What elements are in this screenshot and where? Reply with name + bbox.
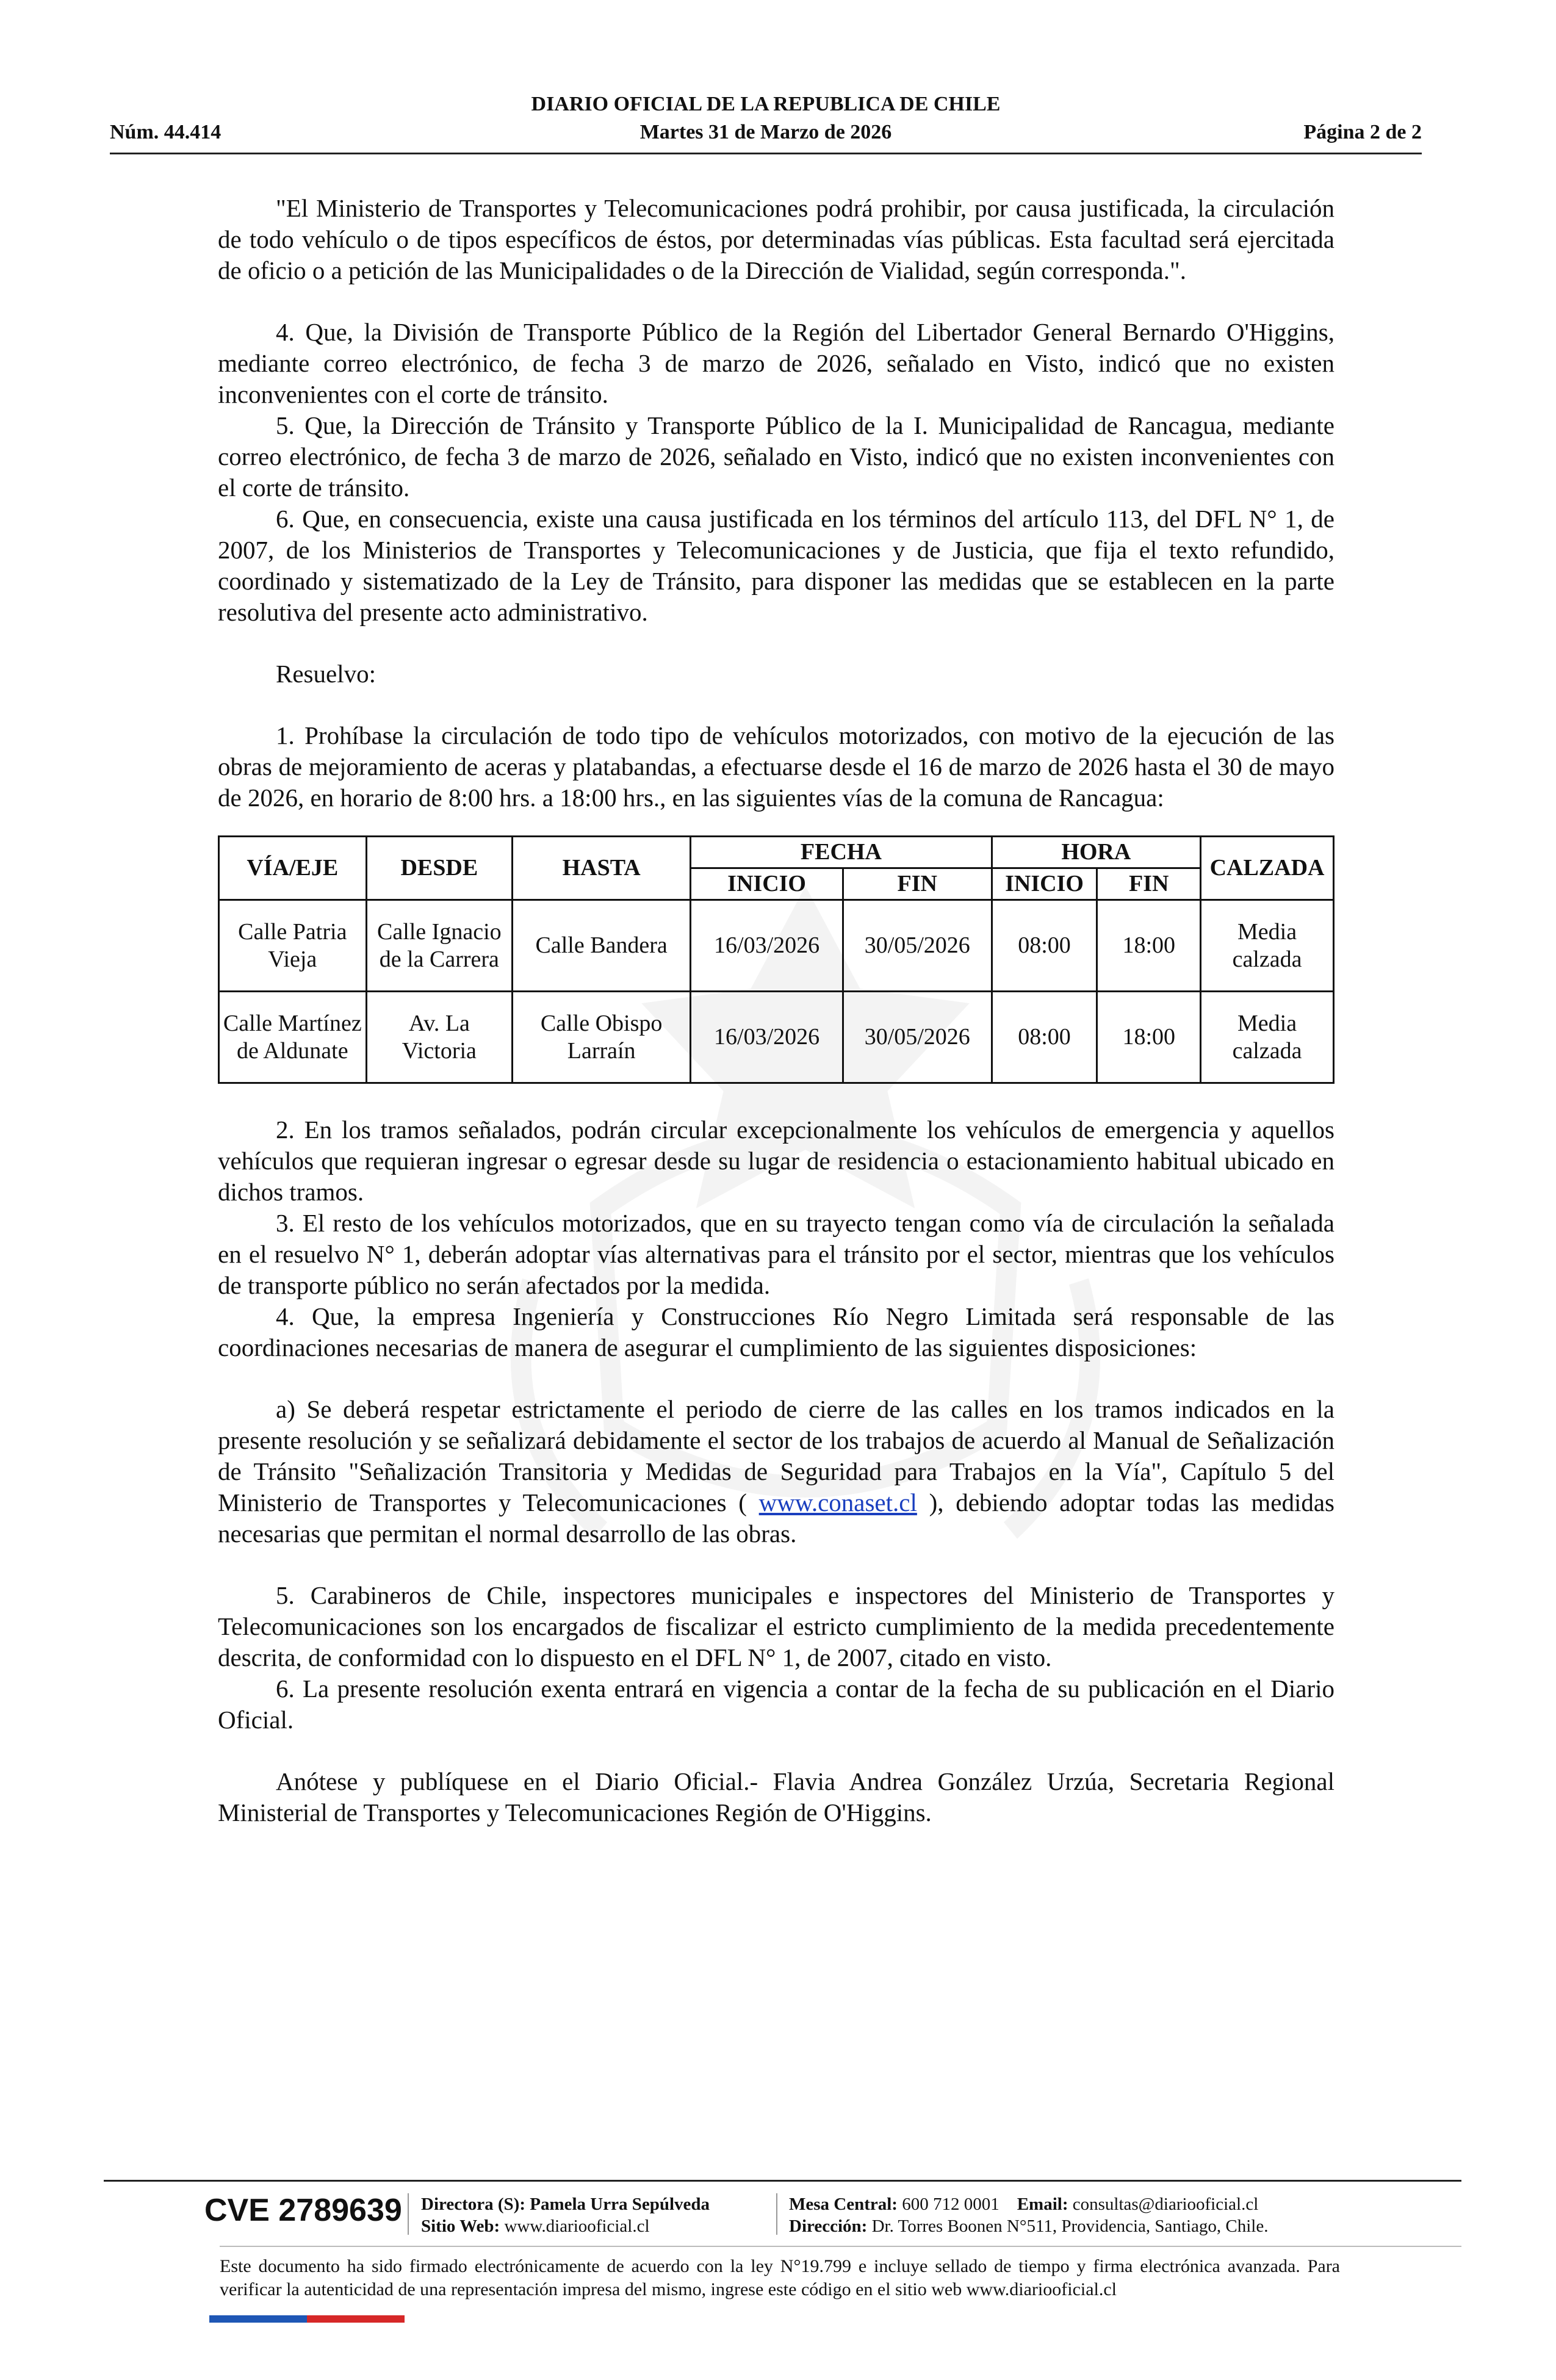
mesa-value: 600 712 0001 [902, 2194, 1000, 2214]
cell-hora-fin: 18:00 [1097, 900, 1201, 992]
cell-hasta: Calle Bandera [513, 900, 691, 992]
considerando-4: 4. Que, la División de Transporte Público de la Región del Libertador General Bernardo O'Higgins, mediante correo electrónico, de fecha 3 de marzo de 2026, señalado en Visto, indicó que no existen inconvenientes con el corte de tránsito. [218, 318, 1334, 408]
resuelvo-5: 5. Carabineros de Chile, inspectores municipales e inspectores del Ministerio de Transportes y Telecomunicaciones son los encargados de fiscalizar el estricto cumplimiento de la medida precedentemente descrita, de conformidad con lo dispuesto en el DFL N° 1, de 2007, citado en visto. [218, 1581, 1334, 1671]
issue-number: Núm. 44.414 [110, 121, 222, 143]
table-row [219, 992, 1334, 1083]
col-header-fecha-fin: FIN [843, 868, 992, 900]
considerando-6: 6. Que, en consecuencia, existe una causa justificada en los términos del artículo 113, del DFL N° 1, de 2007, de los Ministerios de Transportes y Telecomunicaciones y de Justicia, que fija el texto refundido, coordinado y sistematizado de la Ley de Tránsito, para disponer las medidas que se establecen en la parte resolutiva del presente acto administrativo. [218, 505, 1334, 626]
col-header-desde: DESDE [366, 837, 512, 900]
col-header-hora: HORA [992, 837, 1200, 868]
resuelvo-3: 3. El resto de los vehículos motorizados, que en su trayecto tengan como vía de circulación la señalada en el resuelvo N° 1, deberán adoptar vías alternativas para el tránsito por el sector, mientras que los vehículos de transporte público no serán afectados por la medida. [218, 1209, 1334, 1299]
disposicion-a-text-end: ), debiendo adoptar todas las medidas necesarias que permitan el normal desarrollo de las obras. [218, 1488, 1335, 1548]
sitio-label: Sitio Web: [421, 2216, 500, 2236]
col-header-hora-fin: FIN [1097, 868, 1201, 900]
footer-contact-left [421, 2193, 710, 2237]
cve-code: CVE 2789639 [204, 2193, 402, 2228]
page-indicator: Página 2 de 2 [1303, 121, 1422, 143]
cell-hora-inicio: 08:00 [992, 900, 1097, 992]
directora-name: Pamela Urra Sepúlveda [530, 2194, 710, 2214]
sitio-value[interactable]: www.diariooficial.cl [504, 2216, 650, 2236]
footer-contact-right [789, 2193, 1268, 2237]
closure-table [218, 835, 1334, 1084]
cell-calzada: Media calzada [1201, 900, 1334, 992]
resuelvo-4: 4. Que, la empresa Ingeniería y Construcciones Río Negro Limitada será responsable de las coordinaciones necesarias de manera de asegurar el cumplimiento de las siguientes disposiciones: [218, 1302, 1334, 1361]
disposicion-a [218, 1394, 1334, 1549]
directora-label: Directora (S): [421, 2194, 525, 2214]
cell-desde: Av. La Victoria [366, 992, 512, 1083]
cell-calzada: Media calzada [1201, 992, 1334, 1083]
footer-divider-secondary [220, 2246, 1461, 2247]
cell-hora-fin: 18:00 [1097, 992, 1201, 1083]
col-header-calzada: CALZADA [1201, 837, 1334, 900]
conaset-link[interactable]: www.conaset.cl [758, 1488, 917, 1516]
flag-stripe-blue [209, 2315, 307, 2323]
cell-via: Calle Patria Vieja [219, 900, 367, 992]
flag-stripe-red [307, 2315, 405, 2323]
footer-divider [104, 2180, 1461, 2182]
footer-separator [776, 2193, 777, 2235]
resuelvo-heading: Resuelvo: [276, 660, 376, 688]
cell-hasta: Calle Obispo Larraín [513, 992, 691, 1083]
cell-desde: Calle Ignacio de la Carrera [366, 900, 512, 992]
footer-separator [408, 2193, 409, 2235]
issue-date: Martes 31 de Marzo de 2026 [639, 121, 892, 143]
disposicion-a-text: a) Se deberá respetar estrictamente el periodo de cierre de las calles en los tramos indicados en la presente resolución y se señalizará debidamente el sector de los trabajos de acuerdo al Manual de Señalización de Tránsito "Señalización Transitoria y Medidas de Seguridad para Trabajos en la Vía", Capítulo 5 del Ministerio de Transportes y Telecomunicaciones ( [218, 1395, 1334, 1516]
cell-fecha-inicio: 16/03/2026 [691, 900, 843, 992]
resuelvo-6: 6. La presente resolución exenta entrará en vigencia a contar de la fecha de su publicación en el Diario Oficial. [218, 1675, 1334, 1734]
email-label: Email: [1017, 2194, 1068, 2214]
quoted-article: "El Ministerio de Transportes y Telecomunicaciones podrá prohibir, por causa justificada, la circulación de todo vehículo o de tipos específicos de éstos, por determinadas vías públicas. Esta facultad será ejercitada de oficio o a petición de las Municipalidades o de la Dirección de Vialidad, según corresponda.". [218, 194, 1334, 284]
header-divider [110, 153, 1422, 154]
publication-title: DIARIO OFICIAL DE LA REPUBLICA DE CHILE [531, 93, 1001, 115]
cell-via: Calle Martínez de Aldunate [219, 992, 367, 1083]
col-header-hasta: HASTA [513, 837, 691, 900]
resuelvo-1: 1. Prohíbase la circulación de todo tipo de vehículos motorizados, con motivo de la ejecución de las obras de mejoramiento de aceras y platabandas, a efectuarse desde el 16 de marzo de 2026 hasta el 30 de mayo de 2026, en horario de 8:00 hrs. a 18:00 hrs., en las siguientes vías de la comuna de Rancagua: [218, 721, 1334, 812]
document-body [218, 193, 1334, 1828]
resuelvo-2: 2. En los tramos señalados, podrán circular excepcionalmente los vehículos de emergencia y aquellos vehículos que requieran ingresar o egresar desde su lugar de residencia o estacionamiento habitual ubicado en dichos tramos. [218, 1116, 1334, 1206]
cell-hora-inicio: 08:00 [992, 992, 1097, 1083]
electronic-signature-notice: Este documento ha sido firmado electrónicamente de acuerdo con la ley N°19.799 e incluye sellado de tiempo y firma electrónica avanzada. Para verificar la autenticidad de una representación impresa del mismo, ingrese este código en el sitio web www.diariooficial.cl [220, 2256, 1340, 2299]
col-header-fecha-inicio: INICIO [691, 868, 843, 900]
cell-fecha-fin: 30/05/2026 [843, 900, 992, 992]
col-header-via: VÍA/EJE [219, 837, 367, 900]
mesa-label: Mesa Central: [789, 2194, 898, 2214]
considerando-5: 5. Que, la Dirección de Tránsito y Transporte Público de la I. Municipalidad de Rancagua, mediante correo electrónico, de fecha 3 de marzo de 2026, señalado en Visto, indicó que no existen inconvenientes con el corte de tránsito. [218, 411, 1334, 502]
col-header-fecha: FECHA [691, 837, 992, 868]
table-row [219, 900, 1334, 992]
direccion-label: Dirección: [789, 2216, 868, 2236]
cell-fecha-fin: 30/05/2026 [843, 992, 992, 1083]
page-header [110, 93, 1422, 160]
cell-fecha-inicio: 16/03/2026 [691, 992, 843, 1083]
direccion-value: Dr. Torres Boonen N°511, Providencia, Santiago, Chile. [871, 2216, 1269, 2236]
email-value[interactable]: consultas@diariooficial.cl [1072, 2194, 1259, 2214]
col-header-hora-inicio: INICIO [992, 868, 1097, 900]
closing-signature: Anótese y publíquese en el Diario Oficial.- Flavia Andrea González Urzúa, Secretaria Regional Ministerial de Transportes y Telecomunicaciones Región de O'Higgins. [218, 1767, 1334, 1826]
